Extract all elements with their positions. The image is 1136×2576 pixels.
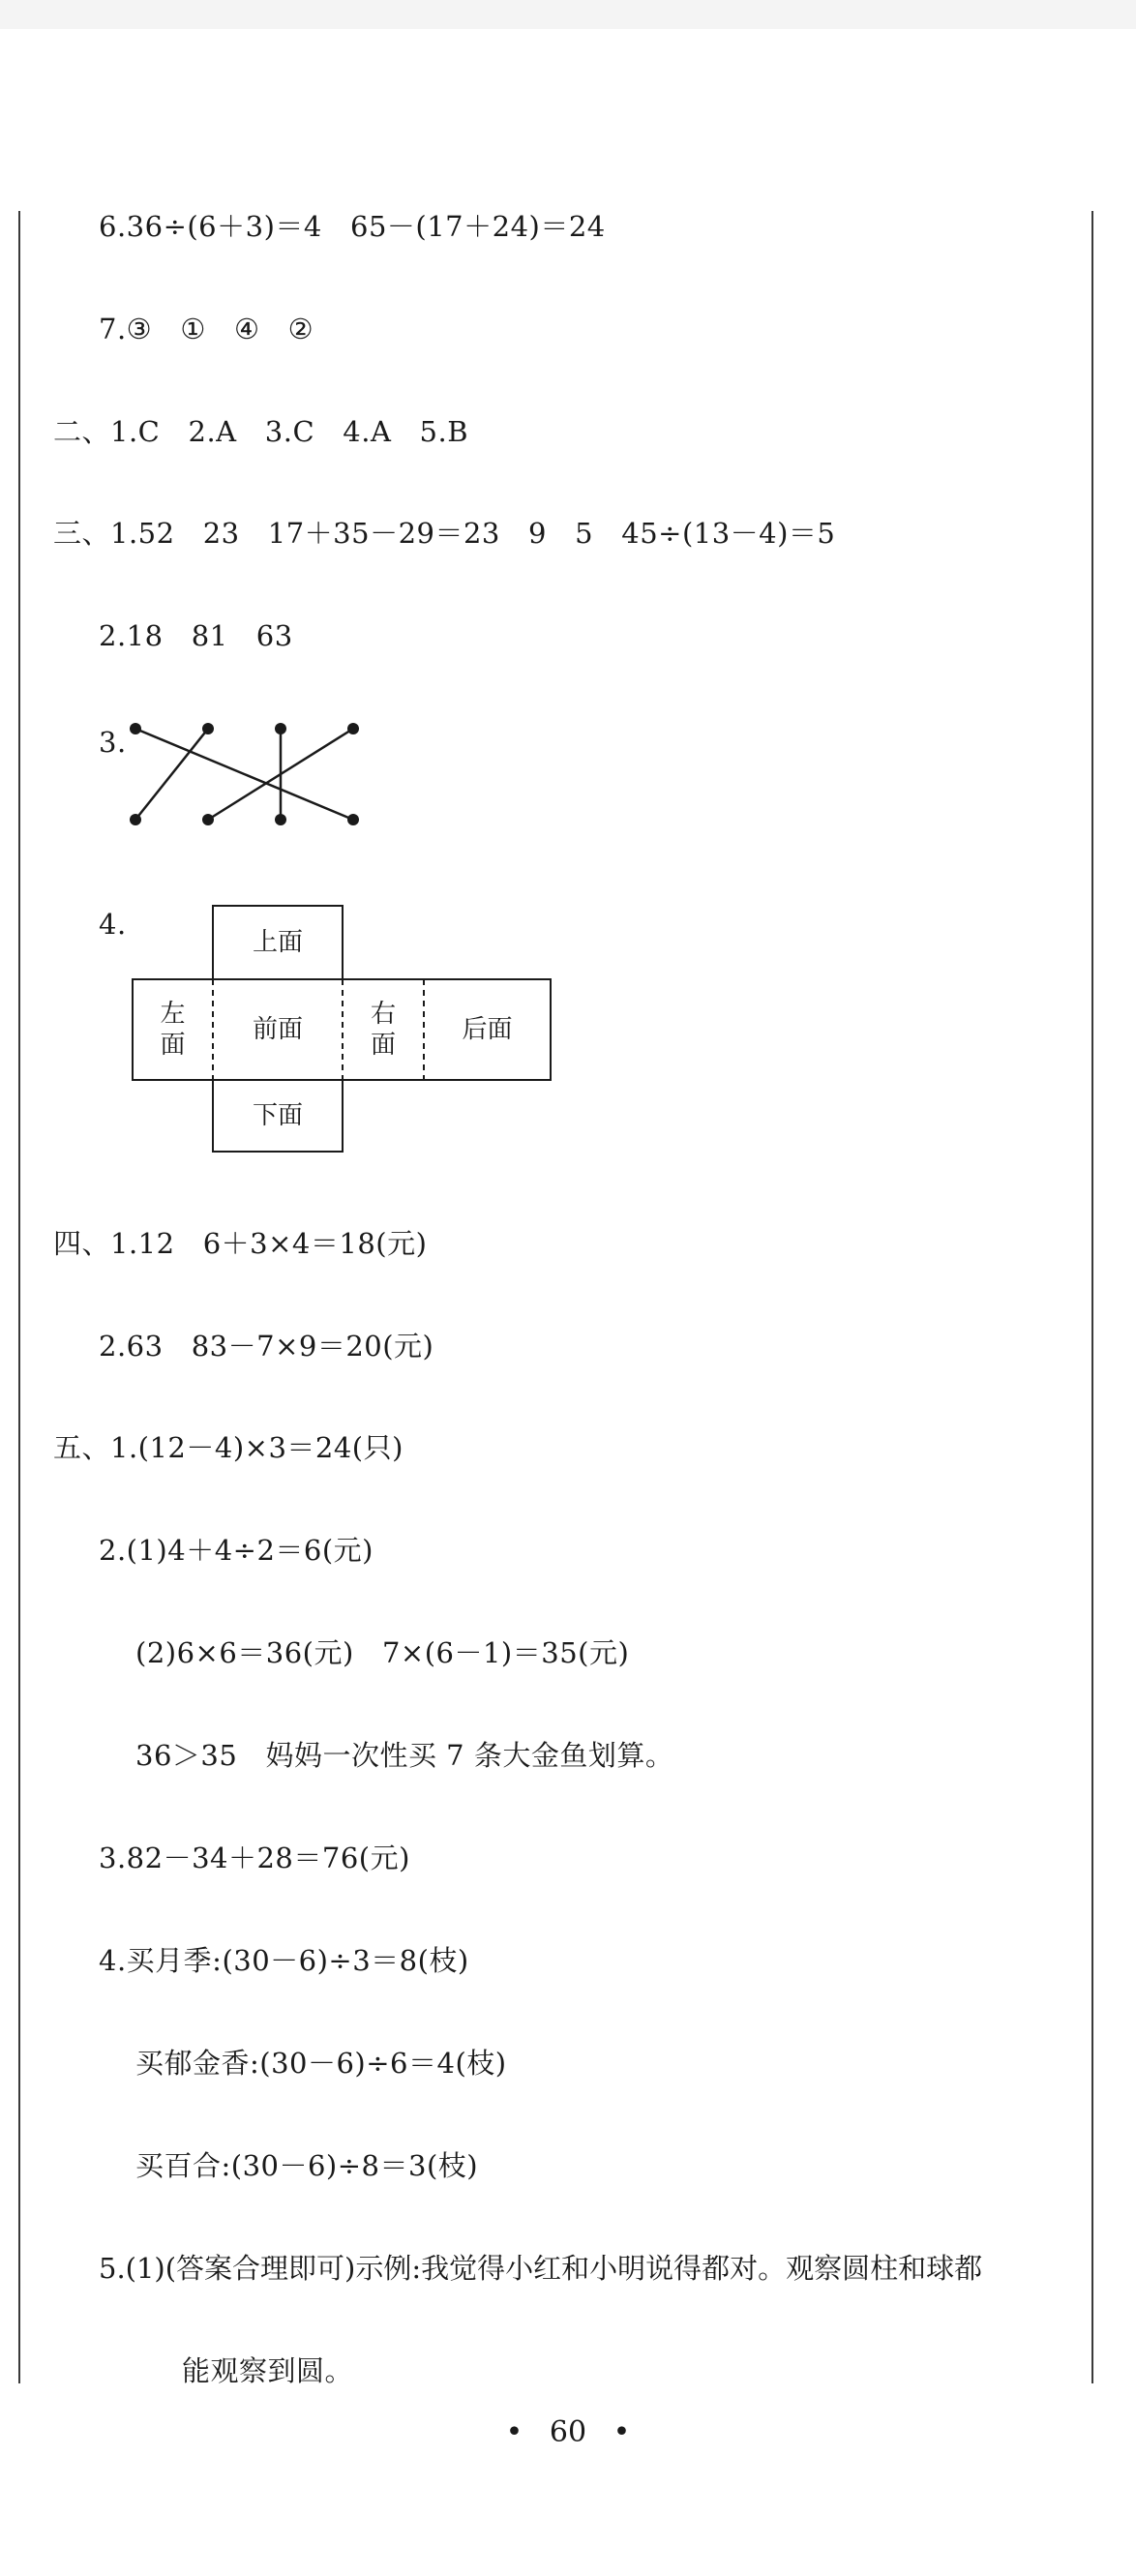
right-margin-rule <box>1091 211 1093 2383</box>
footer-dot-left: • <box>505 2415 523 2449</box>
page-top-band <box>0 0 1136 29</box>
net-face-right <box>343 979 424 1080</box>
section-5-answer-2-part-1: 2.(1)4＋4÷2＝6(元) <box>99 1534 374 1567</box>
net-face-right-char-1: 右 <box>370 1000 396 1029</box>
left-margin-rule <box>18 211 20 2383</box>
section-4-answer-1: 四、1.12 6＋3×4＝18(元) <box>53 1227 428 1260</box>
cube-net-diagram <box>132 905 553 1153</box>
net-face-back: 后面 <box>462 1015 513 1044</box>
match-dot-bottom-1 <box>130 814 141 825</box>
match-dot-top-1 <box>130 723 141 734</box>
footer-dot-right: • <box>613 2415 631 2449</box>
match-dot-bottom-2 <box>202 814 214 825</box>
match-dot-top-3 <box>275 723 286 734</box>
match-line-2 <box>135 729 208 820</box>
section-3-answer-1: 三、1.52 23 17＋35－29＝23 9 5 45÷(13－4)＝5 <box>53 517 836 550</box>
net-face-left <box>133 979 213 1080</box>
section-5-answer-2-conclusion: 36＞35 妈妈一次性买 7 条大金鱼划算。 <box>135 1739 674 1772</box>
section-5-answer-2-part-2: (2)6×6＝36(元) 7×(6－1)＝35(元) <box>135 1636 630 1669</box>
section-5-answer-4-roses: 4.买月季:(30－6)÷3＝8(枝) <box>99 1944 469 1977</box>
match-dot-top-4 <box>347 723 359 734</box>
section-5-answer-3: 3.82－34＋28＝76(元) <box>99 1842 410 1874</box>
answer-7: 7.③ ① ④ ② <box>99 313 314 345</box>
section-4-answer-2: 2.63 83－7×9＝20(元) <box>99 1330 434 1363</box>
section-5-answer-1: 五、1.(12－4)×3＝24(只) <box>53 1431 404 1464</box>
section-5-answer-4-tulips: 买郁金香:(30－6)÷6＝4(枝) <box>135 2047 507 2080</box>
section-5-answer-4-lilies: 买百合:(30－6)÷8＝3(枝) <box>135 2149 479 2182</box>
section-5-answer-5-line-2: 能观察到圆。 <box>182 2354 354 2387</box>
net-face-left-char-2: 面 <box>160 1031 186 1060</box>
page-number: 60 <box>549 2415 587 2449</box>
section-2-answers: 二、1.C 2.A 3.C 4.A 5.B <box>53 415 469 448</box>
net-face-left-char-1: 左 <box>160 1000 186 1029</box>
net-face-top: 上面 <box>252 928 303 957</box>
section-3-answer-3: 3. <box>99 726 127 759</box>
match-dot-bottom-4 <box>347 814 359 825</box>
section-5-answer-5-line-1: 5.(1)(答案合理即可)示例:我觉得小红和小明说得都对。观察圆柱和球都 <box>99 2252 983 2285</box>
answer-6: 6.36÷(6＋3)＝4 65－(17＋24)＝24 <box>99 210 606 243</box>
net-face-right-char-2: 面 <box>370 1031 396 1060</box>
match-line-1 <box>135 729 353 820</box>
net-face-bottom: 下面 <box>252 1101 303 1130</box>
matching-lines-diagram <box>116 711 368 832</box>
match-dot-top-2 <box>202 723 214 734</box>
net-face-front: 前面 <box>252 1015 303 1044</box>
section-3-answer-4: 4. <box>99 908 127 941</box>
match-dot-bottom-3 <box>275 814 286 825</box>
page-footer <box>0 2415 1136 2449</box>
section-3-answer-2: 2.18 81 63 <box>99 619 293 652</box>
